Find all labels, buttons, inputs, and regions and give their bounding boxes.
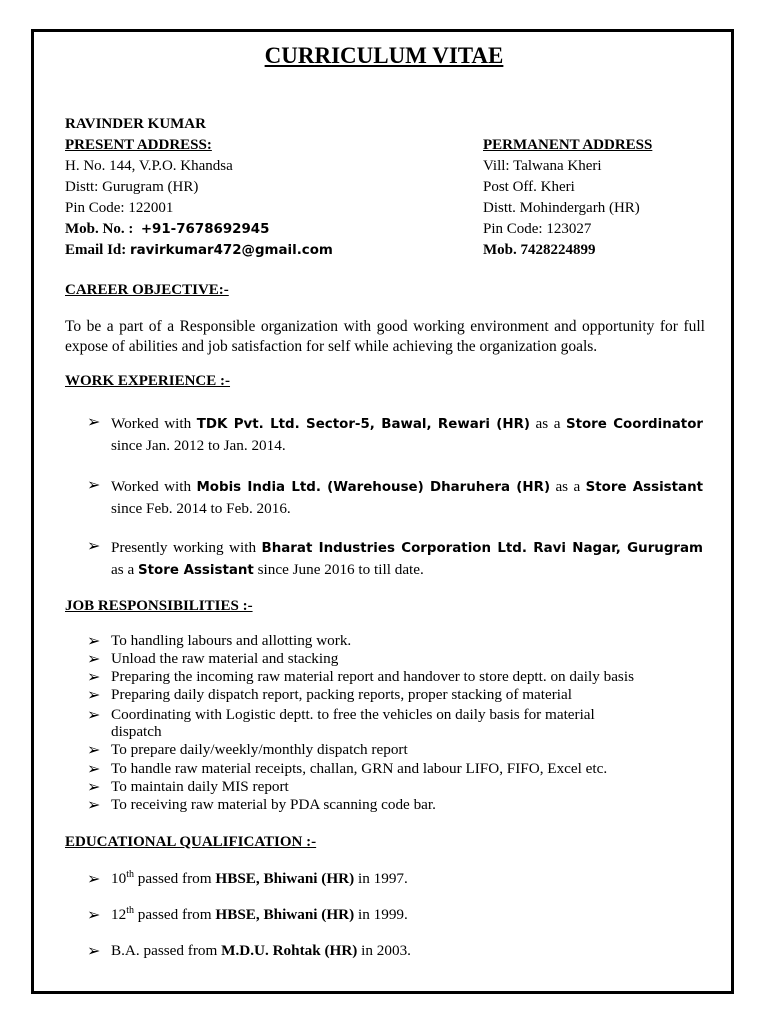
permanent-address-heading: PERMANENT ADDRESS xyxy=(483,137,653,153)
mobile-label: Mob. No. : xyxy=(65,221,134,237)
email-value: ravirkumar472@gmail.com xyxy=(130,243,333,258)
bullet-arrow-icon: ➢ xyxy=(87,707,101,724)
bullet-arrow-icon: ➢ xyxy=(87,907,101,924)
work-item: Presently working with Bharat Industries Corporation Ltd. Ravi Nagar, Gurugram as a Store Assistant since June 2016 to till date. xyxy=(111,539,704,578)
bullet-arrow-icon: ➢ xyxy=(87,779,101,796)
job-role: Store Coordinator xyxy=(565,417,704,432)
permanent-mobile: Mob. 7428224899 xyxy=(483,242,596,258)
present-address-line2: Distt: Gurugram (HR) xyxy=(65,179,199,195)
list-item: To receiving raw material by PDA scanning code bar. xyxy=(111,796,436,813)
list-item: To maintain daily MIS report xyxy=(111,778,289,795)
list-item: Preparing the incoming raw material report and handover to store deptt. on daily basis xyxy=(111,668,634,685)
bullet-arrow-icon: ➢ xyxy=(87,797,101,814)
bullet-arrow-icon: ➢ xyxy=(87,761,101,778)
email-label: Email Id: xyxy=(65,242,127,258)
work-item: Worked with Mobis India Ltd. (Warehouse) Dharuhera (HR) as a Store Assistant since Feb. 2014 to Feb. 2016. xyxy=(111,478,703,517)
permanent-address-line2: Post Off. Kheri xyxy=(483,179,575,195)
bullet-arrow-icon: ➢ xyxy=(87,477,101,494)
education-item: 10th passed from HBSE, Bhiwani (HR) in 1997. xyxy=(111,869,408,887)
list-item: Preparing daily dispatch report, packing reports, proper stacking of material xyxy=(111,686,572,703)
education-item: 12th passed from HBSE, Bhiwani (HR) in 1999. xyxy=(111,905,408,923)
present-mobile xyxy=(65,219,269,240)
bullet-arrow-icon: ➢ xyxy=(87,538,101,555)
candidate-name: RAVINDER KUMAR xyxy=(65,116,206,132)
list-item-continuation: dispatch xyxy=(111,723,162,740)
board-name: HBSE, Bhiwani (HR) xyxy=(215,870,355,887)
bullet-arrow-icon: ➢ xyxy=(87,669,101,686)
permanent-address-pin: Pin Code: 123027 xyxy=(483,221,592,237)
education-item: B.A. passed from M.D.U. Rohtak (HR) in 2003. xyxy=(111,942,411,959)
bullet-arrow-icon: ➢ xyxy=(87,414,101,431)
job-role: Store Assistant xyxy=(585,480,703,495)
present-address-line1: H. No. 144, V.P.O. Khandsa xyxy=(65,158,233,174)
present-address-heading: PRESENT ADDRESS: xyxy=(65,137,212,153)
employer-name: TDK Pvt. Ltd. Sector-5, Bawal, Rewari (HR) xyxy=(196,417,531,432)
bullet-arrow-icon: ➢ xyxy=(87,633,101,650)
present-address-pin: Pin Code: 122001 xyxy=(65,200,174,216)
bullet-arrow-icon: ➢ xyxy=(87,871,101,888)
list-item: To prepare daily/weekly/monthly dispatch report xyxy=(111,741,408,758)
bullet-arrow-icon: ➢ xyxy=(87,742,101,759)
document-title: CURRICULUM VITAE xyxy=(264,43,504,68)
work-experience-heading: WORK EXPERIENCE :- xyxy=(65,373,231,389)
list-item: Unload the raw material and stacking xyxy=(111,650,339,667)
job-role: Store Assistant xyxy=(138,563,254,578)
list-item: To handle raw material receipts, challan, GRN and labour LIFO, FIFO, Excel etc. xyxy=(111,760,608,777)
bullet-arrow-icon: ➢ xyxy=(87,651,101,668)
career-objective-heading: CAREER OBJECTIVE:- xyxy=(65,282,229,298)
employer-name: Bharat Industries Corporation Ltd. Ravi Nagar, Gurugram xyxy=(261,541,704,556)
list-item: Coordinating with Logistic deptt. to free the vehicles on daily basis for material xyxy=(111,706,595,723)
present-email xyxy=(65,240,333,261)
employer-name: Mobis India Ltd. (Warehouse) Dharuhera (HR) xyxy=(196,480,551,495)
career-objective-text: To be a part of a Responsible organization with good working environment and opportunity for full expose of abilities and job satisfaction for self while achieving the organization goals. xyxy=(65,318,705,355)
list-item: To handling labours and allotting work. xyxy=(111,632,352,649)
education-heading: EDUCATIONAL QUALIFICATION :- xyxy=(65,834,317,850)
bullet-arrow-icon: ➢ xyxy=(87,687,101,704)
work-item: Worked with TDK Pvt. Ltd. Sector-5, Bawal, Rewari (HR) as a Store Coordinator since Jan. 2012 to Jan. 2014. xyxy=(111,415,704,454)
job-responsibilities-heading: JOB RESPONSIBILITIES :- xyxy=(65,598,253,614)
board-name: M.D.U. Rohtak (HR) xyxy=(221,942,358,959)
mobile-value: +91-7678692945 xyxy=(140,222,270,237)
board-name: HBSE, Bhiwani (HR) xyxy=(215,906,355,923)
permanent-address-line3: Distt. Mohindergarh (HR) xyxy=(483,200,640,216)
bullet-arrow-icon: ➢ xyxy=(87,943,101,960)
permanent-address-line1: Vill: Talwana Kheri xyxy=(483,158,602,174)
